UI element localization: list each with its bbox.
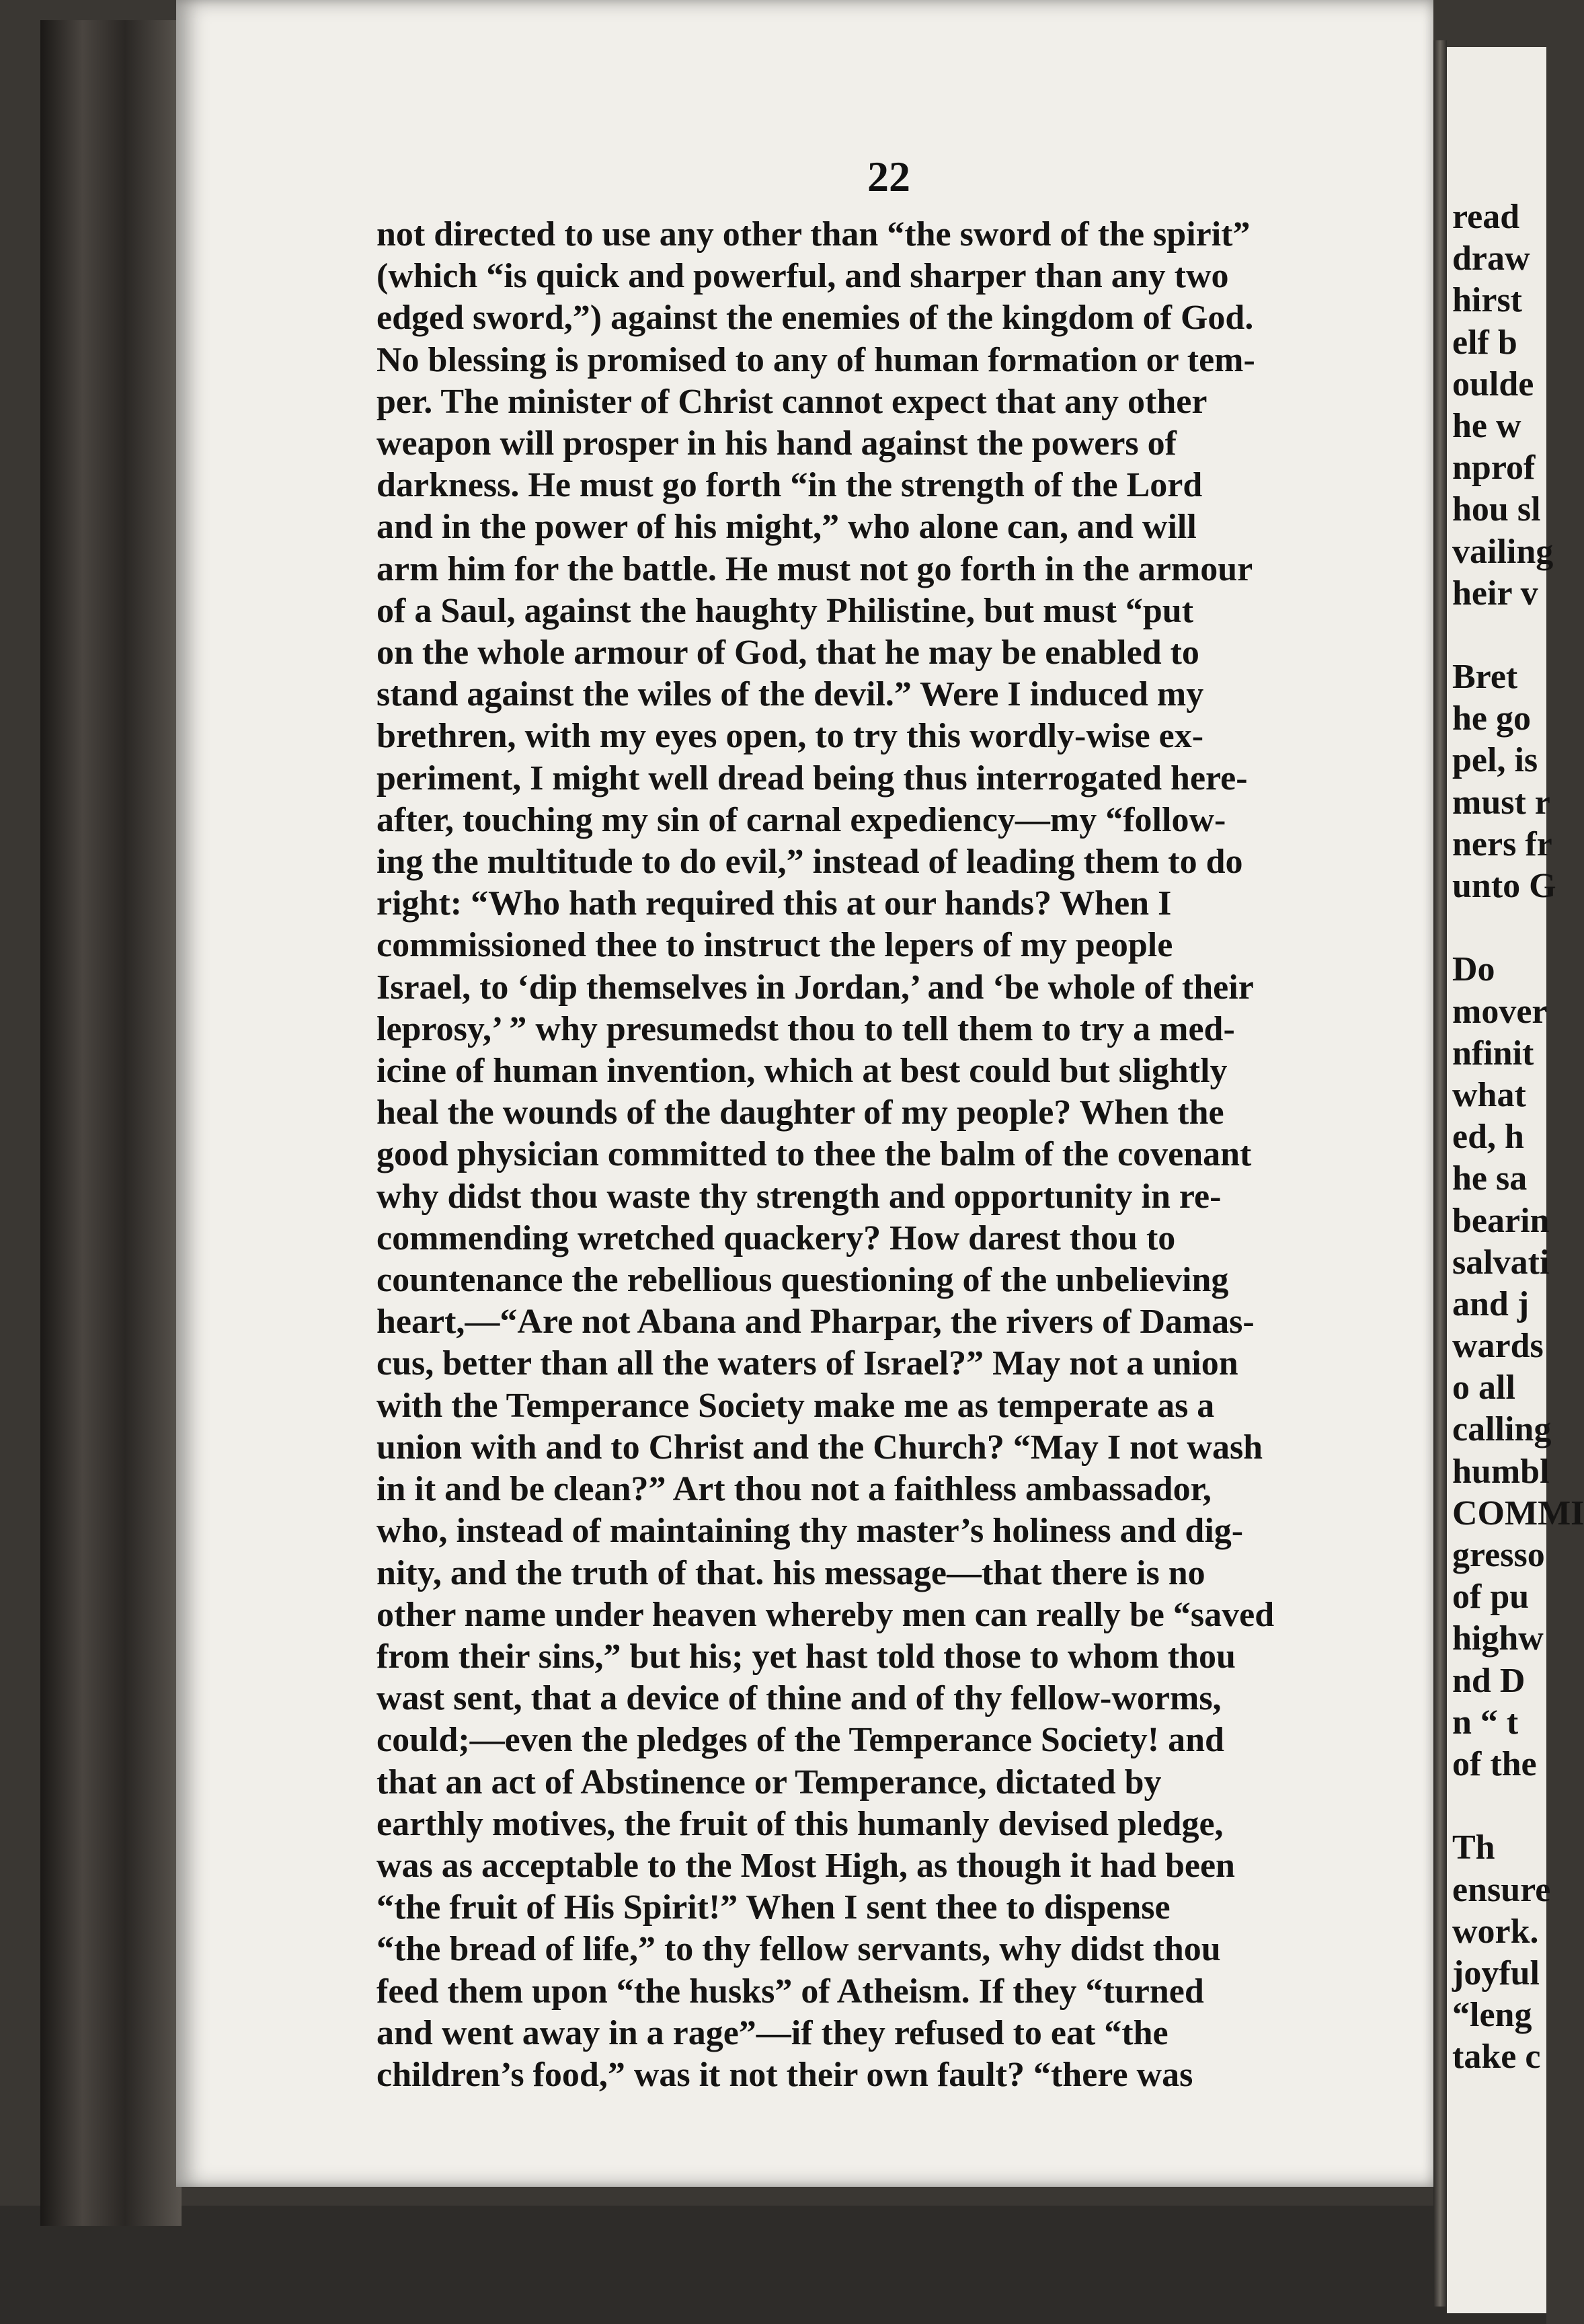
text-line: per. The minister of Christ cannot expect that any other bbox=[377, 382, 1207, 421]
right-page-fragment: work. bbox=[1452, 1912, 1539, 1951]
text-line: feed them upon “the husks” of Atheism. If they “turned bbox=[377, 1972, 1204, 2011]
right-page-fragment: “leng bbox=[1452, 1996, 1532, 2035]
bottom-shadow bbox=[0, 2206, 1546, 2324]
text-line: commending wretched quackery? How darest thou to bbox=[377, 1218, 1176, 1257]
text-line: leprosy,’ ” why presumedst thou to tell them to try a med- bbox=[377, 1009, 1235, 1048]
right-page-fragment: take c bbox=[1452, 2038, 1541, 2077]
paragraph-gap bbox=[1452, 907, 1584, 949]
right-page-fragment: joyful bbox=[1452, 1953, 1540, 1992]
right-page-fragment: read bbox=[1452, 198, 1520, 236]
right-page-fragment: hou sl bbox=[1452, 490, 1541, 529]
right-page-fragment: of pu bbox=[1452, 1578, 1530, 1617]
right-page-fragment: he go bbox=[1452, 699, 1531, 738]
right-page-fragment: Th bbox=[1452, 1828, 1495, 1867]
text-line: that an act of Abstinence or Temperance, dictated by bbox=[377, 1763, 1162, 1802]
right-page-fragment: calling bbox=[1452, 1410, 1552, 1449]
text-line: arm him for the battle. He must not go forth in the armour bbox=[377, 549, 1253, 588]
book-binding-edge bbox=[40, 20, 182, 2226]
text-line: countenance the rebellious questioning of the unbelieving bbox=[377, 1261, 1229, 1300]
text-line: edged sword,”) against the enemies of the kingdom of God. bbox=[377, 299, 1254, 338]
text-line: earthly motives, the fruit of this humanly devised pledge, bbox=[377, 1804, 1224, 1843]
right-page-fragment: bearin bbox=[1452, 1201, 1550, 1240]
text-line: periment, I might well dread being thus interrogated here- bbox=[377, 759, 1248, 798]
right-page-fragment: he w bbox=[1452, 406, 1521, 445]
text-line: wast sent, that a device of thine and of thy fellow-worms, bbox=[377, 1679, 1222, 1718]
paragraph-gap bbox=[1452, 1785, 1584, 1827]
text-line: other name under heaven whereby men can really be “saved bbox=[377, 1595, 1275, 1634]
text-line: was as acceptable to the Most High, as though it had been bbox=[377, 1846, 1235, 1885]
text-line: right: “Who hath required this at our hands? When I bbox=[377, 884, 1172, 923]
text-line: not directed to use any other than “the sword of the spirit” bbox=[377, 215, 1251, 254]
right-page-fragments bbox=[1452, 196, 1584, 2078]
text-line: heal the wounds of the daughter of my people? When the bbox=[377, 1093, 1224, 1132]
right-page-fragment: Do bbox=[1452, 950, 1495, 989]
right-page-fragment: pel, is bbox=[1452, 741, 1538, 780]
right-page-fragment: he sa bbox=[1452, 1159, 1528, 1198]
right-page-fragment: nfinit bbox=[1452, 1034, 1534, 1073]
text-line: after, touching my sin of carnal expediency—my “follow- bbox=[377, 800, 1226, 839]
right-page-fragment: what bbox=[1452, 1075, 1526, 1114]
right-page-fragment: hirst bbox=[1452, 281, 1522, 320]
text-line: stand against the wiles of the devil.” Were I induced my bbox=[377, 675, 1204, 714]
right-page-fragment: vailing bbox=[1452, 532, 1554, 571]
paragraph-gap bbox=[1452, 615, 1584, 656]
text-line: why didst thou waste thy strength and opportunity in re- bbox=[377, 1177, 1222, 1216]
text-line: heart,—“Are not Abana and Pharpar, the rivers of Damas- bbox=[377, 1303, 1255, 1342]
text-line: in it and be clean?” Art thou not a faithless ambassador, bbox=[377, 1470, 1212, 1509]
right-page-fragment: salvati bbox=[1452, 1243, 1550, 1282]
page-body-text bbox=[377, 214, 1425, 2096]
right-page-fragment: ensure bbox=[1452, 1870, 1551, 1909]
text-line: could;—even the pledges of the Temperance Society! and bbox=[377, 1721, 1224, 1760]
text-line: and in the power of his might,” who alone can, and will bbox=[377, 508, 1197, 547]
text-line: who, instead of maintaining thy master’s holiness and dig- bbox=[377, 1512, 1244, 1551]
text-line: commissioned thee to instruct the lepers of my people bbox=[377, 926, 1173, 965]
text-line: ing the multitude to do evil,” instead of leading them to do bbox=[377, 843, 1243, 882]
text-line: No blessing is promised to any of human formation or tem- bbox=[377, 340, 1255, 379]
right-page-fragment: ed, h bbox=[1452, 1118, 1524, 1157]
right-page-fragment: humbl bbox=[1452, 1452, 1550, 1491]
text-line: union with and to Christ and the Church? “May I not wash bbox=[377, 1428, 1263, 1467]
right-page-fragment: and j bbox=[1452, 1284, 1530, 1323]
right-page-fragment: n “ t bbox=[1452, 1703, 1519, 1742]
right-page-fragment: unto G bbox=[1452, 867, 1556, 905]
right-page-fragment: heir v bbox=[1452, 574, 1538, 613]
text-line: (which “is quick and powerful, and sharper than any two bbox=[377, 257, 1229, 296]
right-page-fragment: nd D bbox=[1452, 1661, 1526, 1700]
text-line: of a Saul, against the haughty Philistine, but must “put bbox=[377, 591, 1194, 630]
right-page-fragment: mover bbox=[1452, 992, 1548, 1031]
text-line: weapon will prosper in his hand against the powers of bbox=[377, 424, 1177, 463]
right-page-fragment: elf b bbox=[1452, 323, 1517, 362]
right-page-fragment: of the bbox=[1452, 1744, 1537, 1783]
text-line: Israel, to ‘dip themselves in Jordan,’ and ‘be whole of their bbox=[377, 968, 1254, 1007]
right-page-fragment: o all bbox=[1452, 1368, 1515, 1407]
text-line: good physician committed to thee the balm of the covenant bbox=[377, 1135, 1252, 1174]
text-line: darkness. He must go forth “in the strength of the Lord bbox=[377, 466, 1203, 505]
text-line: icine of human invention, which at best could but slightly bbox=[377, 1052, 1228, 1091]
right-page-fragment: draw bbox=[1452, 239, 1530, 278]
text-line: and went away in a rage”—if they refused to eat “the bbox=[377, 2013, 1169, 2052]
right-page-fragment: must r bbox=[1452, 783, 1550, 822]
right-page-fragment: gresso bbox=[1452, 1536, 1545, 1574]
right-page-fragment: Bret bbox=[1452, 658, 1518, 697]
right-page-fragment: wards bbox=[1452, 1327, 1544, 1366]
right-page-fragment: ners fr bbox=[1452, 824, 1552, 863]
page-gutter bbox=[1433, 40, 1447, 2307]
text-line: brethren, with my eyes open, to try this wordly-wise ex- bbox=[377, 717, 1204, 756]
text-line: with the Temperance Society make me as temperate as a bbox=[377, 1386, 1215, 1425]
text-line: cus, better than all the waters of Israel?” May not a union bbox=[377, 1344, 1238, 1383]
right-page-fragment: nprof bbox=[1452, 449, 1536, 488]
page-number: 22 bbox=[867, 153, 910, 200]
text-line: nity, and the truth of that. his message—that there is no bbox=[377, 1553, 1205, 1592]
text-line: “the bread of life,” to thy fellow servants, why didst thou bbox=[377, 1930, 1221, 1969]
right-page-fragment: oulde bbox=[1452, 364, 1534, 403]
text-line: on the whole armour of God, that he may be enabled to bbox=[377, 633, 1199, 672]
right-page-fragment: COMMI bbox=[1452, 1494, 1584, 1533]
text-line: from their sins,” but his; yet hast told those to whom thou bbox=[377, 1637, 1236, 1676]
text-line: children’s food,” was it not their own fault? “there was bbox=[377, 2055, 1193, 2094]
right-page-fragment: highw bbox=[1452, 1619, 1544, 1658]
text-line: “the fruit of His Spirit!” When I sent thee to dispense bbox=[377, 1888, 1171, 1927]
